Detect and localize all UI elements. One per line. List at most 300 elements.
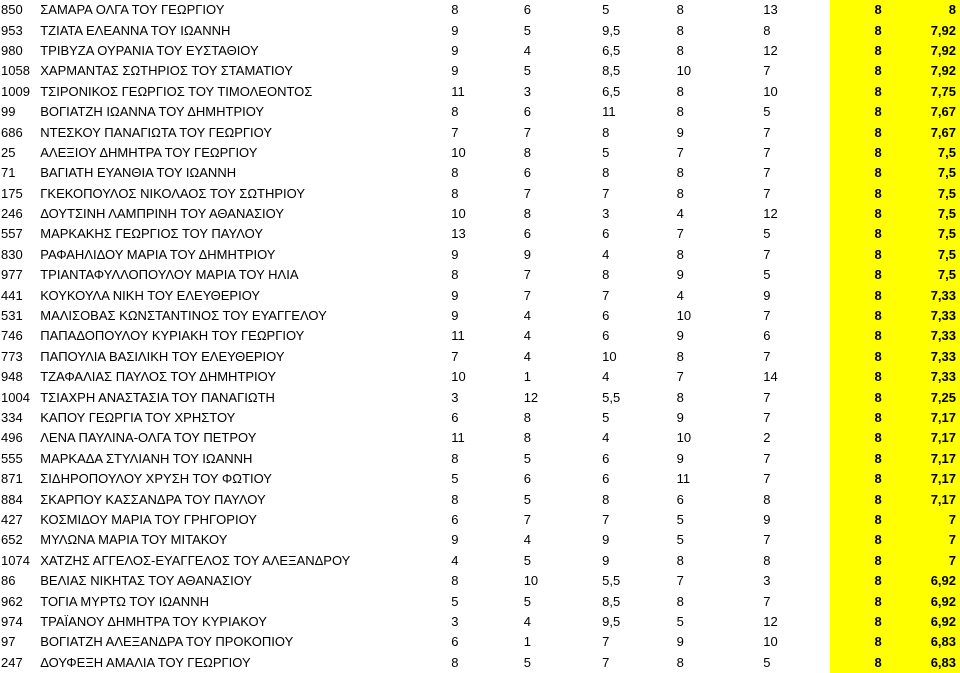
- score-1: 10: [451, 144, 466, 160]
- row-name: ΚΟΣΜΙΔΟΥ ΜΑΡΙΑ ΤΟΥ ΓΡΗΓΟΡΙΟΥ: [40, 511, 257, 527]
- score-final: 7,17: [892, 408, 960, 428]
- score-final: 7: [892, 530, 960, 550]
- row-id: 555: [1, 450, 23, 466]
- score-1: 5: [451, 471, 459, 487]
- score-fixed: 8: [830, 265, 892, 285]
- score-final: 7,17: [892, 428, 960, 448]
- row-name: ΠΑΠΟΥΛΙΑ ΒΑΣΙΛΙΚΗ ΤΟΥ ΕΛΕΥΘΕΡΙΟΥ: [40, 348, 285, 364]
- score-1: 8: [451, 450, 459, 466]
- score-1: 11: [451, 430, 465, 446]
- table-row: [0, 387, 960, 407]
- score-3: 6: [602, 226, 610, 242]
- row-id: 850: [1, 2, 23, 18]
- row-name: ΝΤΕΣΚΟΥ ΠΑΝΑΓΙΩΤΑ ΤΟΥ ΓΕΩΡΓΙΟΥ: [40, 124, 272, 140]
- score-final: 7,92: [892, 41, 960, 61]
- score-1: 9: [451, 532, 459, 548]
- score-fixed: 8: [830, 347, 892, 367]
- score-4: 6: [676, 491, 684, 507]
- score-3: 7: [602, 287, 610, 303]
- score-2: 5: [523, 552, 531, 568]
- score-2: 7: [523, 287, 531, 303]
- score-2: 4: [523, 308, 531, 324]
- row-id: 962: [1, 593, 23, 609]
- row-name: ΤΡΙΒΥΖΑ ΟΥΡΑΝΙΑ ΤΟΥ ΕΥΣΤΑΘΙΟΥ: [40, 42, 259, 58]
- table-row: [0, 632, 960, 652]
- score-final: 7,17: [892, 449, 960, 469]
- score-fixed: 8: [830, 245, 892, 265]
- score-4: 8: [676, 654, 684, 670]
- score-3: 9: [602, 552, 610, 568]
- table-row: [0, 326, 960, 346]
- score-5: 6: [763, 328, 771, 344]
- score-1: 3: [451, 613, 459, 629]
- score-2: 12: [523, 389, 539, 405]
- score-4: 5: [676, 511, 684, 527]
- score-5: 3: [763, 573, 771, 589]
- score-3: 3: [602, 206, 610, 222]
- score-fixed: 8: [830, 571, 892, 591]
- score-final: 7,17: [892, 469, 960, 489]
- score-3: 8: [602, 267, 610, 283]
- row-name: ΜΑΡΚΑΔΑ ΣΤΥΛΙΑΝΗ ΤΟΥ ΙΩΑΝΝΗ: [40, 450, 253, 466]
- score-2: 6: [523, 471, 531, 487]
- row-id: 980: [1, 42, 23, 58]
- score-3: 7: [602, 185, 610, 201]
- score-fixed: 8: [830, 367, 892, 387]
- score-4: 8: [676, 552, 684, 568]
- score-1: 7: [451, 124, 459, 140]
- row-name: ΤΟΓΙΑ ΜΥΡΤΩ ΤΟΥ ΙΩΑΝΝΗ: [40, 593, 209, 609]
- score-1: 3: [451, 389, 459, 405]
- score-final: 7,5: [892, 224, 960, 244]
- table-row: [0, 530, 960, 550]
- score-5: 8: [763, 22, 771, 38]
- score-2: 4: [523, 348, 531, 364]
- score-4: 11: [676, 471, 691, 487]
- score-2: 5: [523, 593, 531, 609]
- score-3: 7: [602, 511, 610, 527]
- table-row: [0, 122, 960, 142]
- score-3: 10: [602, 348, 617, 364]
- score-1: 13: [451, 226, 466, 242]
- score-1: 9: [451, 287, 459, 303]
- score-fixed: 8: [830, 41, 892, 61]
- table-row: [0, 428, 960, 448]
- score-5: 10: [763, 83, 778, 99]
- table-row: [0, 551, 960, 571]
- score-5: 8: [763, 552, 771, 568]
- score-final: 7: [892, 551, 960, 571]
- row-name: ΒΕΛΙΑΣ ΝΙΚΗΤΑΣ ΤΟΥ ΑΘΑΝΑΣΙΟΥ: [40, 573, 253, 589]
- score-final: 6,83: [892, 632, 960, 652]
- table-row: [0, 41, 960, 61]
- score-fixed: 8: [830, 591, 892, 611]
- score-1: 11: [451, 83, 465, 99]
- score-4: 8: [676, 104, 684, 120]
- row-id: 175: [1, 185, 23, 201]
- score-2: 1: [523, 634, 531, 650]
- score-3: 6: [602, 471, 610, 487]
- table-row: [0, 408, 960, 428]
- score-fixed: 8: [830, 224, 892, 244]
- score-5: 7: [763, 593, 771, 609]
- score-4: 10: [676, 430, 692, 446]
- score-1: 6: [451, 511, 459, 527]
- score-3: 7: [602, 654, 610, 670]
- row-id: 1009: [1, 83, 30, 99]
- score-3: 8: [602, 124, 610, 140]
- row-name: ΚΑΠΟΥ ΓΕΩΡΓΙΑ ΤΟΥ ΧΡΗΣΤΟΥ: [40, 410, 236, 425]
- score-4: 5: [676, 532, 684, 548]
- table-row: [0, 184, 960, 204]
- score-fixed: 8: [830, 387, 892, 407]
- row-name: ΒΑΓΙΑΤΗ ΕΥΑΝΘΙΑ ΤΟΥ ΙΩΑΝΝΗ: [40, 165, 237, 181]
- score-5: 5: [763, 267, 771, 283]
- row-name: ΔΟΥΦΕΞΗ ΑΜΑΛΙΑ ΤΟΥ ΓΕΩΡΓΙΟΥ: [40, 654, 251, 670]
- row-id: 686: [1, 124, 23, 140]
- score-final: 7,92: [892, 20, 960, 40]
- score-2: 6: [523, 104, 531, 120]
- score-final: 7,5: [892, 163, 960, 183]
- score-2: 5: [523, 63, 531, 79]
- score-5: 10: [763, 634, 778, 650]
- score-fixed: 8: [830, 306, 892, 326]
- score-final: 8: [892, 0, 960, 20]
- score-4: 9: [676, 450, 684, 466]
- score-3: 8: [602, 491, 610, 507]
- score-5: 7: [763, 348, 771, 364]
- score-2: 6: [523, 2, 531, 18]
- row-name: ΤΣΙΑΧΡΗ ΑΝΑΣΤΑΣΙΑ ΤΟΥ ΠΑΝΑΓΙΩΤΗ: [40, 389, 275, 405]
- table-row: [0, 102, 960, 122]
- score-final: 7,33: [892, 285, 960, 305]
- score-4: 5: [676, 613, 684, 629]
- score-2: 5: [523, 654, 531, 670]
- table-row: [0, 0, 960, 20]
- score-2: 5: [523, 22, 531, 38]
- score-4: 8: [676, 246, 684, 262]
- score-1: 9: [451, 42, 459, 58]
- score-5: 5: [763, 654, 771, 670]
- score-final: 7: [892, 510, 960, 530]
- row-id: 441: [1, 287, 23, 303]
- table-row: [0, 612, 960, 632]
- score-4: 7: [676, 226, 684, 242]
- row-id: 531: [1, 308, 23, 324]
- score-fixed: 8: [830, 20, 892, 40]
- score-4: 8: [676, 165, 684, 181]
- score-5: 7: [763, 165, 771, 181]
- score-4: 9: [676, 267, 684, 283]
- score-1: 9: [451, 246, 459, 262]
- score-1: 10: [451, 369, 466, 385]
- row-id: 247: [1, 654, 23, 670]
- score-3: 6: [602, 450, 610, 466]
- score-1: 8: [451, 2, 459, 18]
- table-row: [0, 204, 960, 224]
- score-fixed: 8: [830, 143, 892, 163]
- score-3: 5: [602, 2, 610, 18]
- row-id: 948: [1, 369, 23, 385]
- score-4: 7: [676, 369, 684, 385]
- score-3: 11: [602, 104, 616, 120]
- row-id: 773: [1, 348, 23, 364]
- score-1: 5: [451, 593, 459, 609]
- score-4: 4: [676, 206, 684, 222]
- score-3: 6,5: [602, 83, 621, 99]
- score-2: 6: [523, 165, 531, 181]
- row-name: ΣΑΜΑΡΑ ΟΛΓΑ ΤΟΥ ΓΕΩΡΓΙΟΥ: [40, 2, 225, 18]
- score-fixed: 8: [830, 122, 892, 142]
- score-fixed: 8: [830, 61, 892, 81]
- score-1: 10: [451, 206, 466, 222]
- score-4: 8: [676, 185, 684, 201]
- score-5: 12: [763, 613, 778, 629]
- row-id: 86: [1, 573, 16, 589]
- score-3: 8,5: [602, 63, 621, 79]
- table-row: [0, 571, 960, 591]
- score-final: 7,75: [892, 82, 960, 102]
- score-fixed: 8: [830, 163, 892, 183]
- score-fixed: 8: [830, 510, 892, 530]
- score-3: 8,5: [602, 593, 621, 609]
- row-name: ΤΖΙΑΤΑ ΕΛΕΑΝΝΑ ΤΟΥ ΙΩΑΝΝΗ: [40, 22, 231, 38]
- score-5: 9: [763, 287, 771, 303]
- row-id: 334: [1, 410, 23, 425]
- row-id: 427: [1, 511, 23, 527]
- score-2: 1: [523, 369, 531, 385]
- row-id: 871: [1, 471, 23, 487]
- score-final: 7,33: [892, 367, 960, 387]
- score-2: 8: [523, 430, 531, 446]
- score-4: 4: [676, 287, 684, 303]
- row-id: 246: [1, 206, 23, 222]
- score-5: 7: [763, 308, 771, 324]
- score-fixed: 8: [830, 0, 892, 20]
- score-final: 7,33: [892, 306, 960, 326]
- score-2: 8: [523, 144, 531, 160]
- score-1: 8: [451, 165, 459, 181]
- row-id: 953: [1, 22, 23, 38]
- row-id: 884: [1, 491, 23, 507]
- score-fixed: 8: [830, 469, 892, 489]
- row-id: 25: [1, 144, 16, 160]
- score-5: 7: [763, 410, 771, 425]
- row-name: ΒΟΓΙΑΤΖΗ ΑΛΕΞΑΝΔΡΑ ΤΟΥ ΠΡΟΚΟΠΙΟΥ: [40, 634, 294, 650]
- score-final: 7,17: [892, 489, 960, 509]
- row-name: ΜΥΛΩΝΑ ΜΑΡΙΑ ΤΟΥ ΜΙΤΑΚΟΥ: [40, 532, 228, 548]
- score-2: 4: [523, 328, 531, 344]
- table-row: [0, 285, 960, 305]
- score-2: 5: [523, 450, 531, 466]
- score-4: 7: [676, 144, 684, 160]
- score-5: 9: [763, 511, 771, 527]
- score-final: 7,5: [892, 204, 960, 224]
- score-3: 5,5: [602, 389, 621, 405]
- row-name: ΓΚΕΚΟΠΟΥΛΟΣ ΝΙΚΟΛΑΟΣ ΤΟΥ ΣΩΤΗΡΙΟΥ: [40, 185, 306, 201]
- table-row: [0, 489, 960, 509]
- score-5: 7: [763, 450, 771, 466]
- score-3: 9: [602, 532, 610, 548]
- row-name: ΤΡΙΑΝΤΑΦΥΛΛΟΠΟΥΛΟΥ ΜΑΡΙΑ ΤΟΥ ΗΛΙΑ: [40, 267, 299, 283]
- score-3: 4: [602, 246, 610, 262]
- score-1: 4: [451, 552, 459, 568]
- score-3: 4: [602, 369, 610, 385]
- score-3: 5,5: [602, 573, 621, 589]
- score-1: 7: [451, 348, 459, 364]
- row-name: ΤΖΑΦΑΛΙΑΣ ΠΑΥΛΟΣ ΤΟΥ ΔΗΜΗΤΡΙΟΥ: [40, 369, 277, 385]
- table-row: [0, 224, 960, 244]
- score-1: 8: [451, 104, 459, 120]
- score-1: 8: [451, 654, 459, 670]
- score-2: 5: [523, 491, 531, 507]
- score-5: 12: [763, 206, 778, 222]
- row-id: 652: [1, 532, 23, 548]
- score-fixed: 8: [830, 102, 892, 122]
- score-5: 12: [763, 42, 778, 58]
- row-name: ΒΟΓΙΑΤΖΗ ΙΩΑΝΝΑ ΤΟΥ ΔΗΜΗΤΡΙΟΥ: [40, 104, 265, 120]
- row-name: ΜΑΛΙΣΟΒΑΣ ΚΩΝΣΤΑΝΤΙΝΟΣ ΤΟΥ ΕΥΑΓΓΕΛΟΥ: [40, 308, 327, 324]
- score-4: 7: [676, 573, 684, 589]
- score-2: 4: [523, 613, 531, 629]
- row-name: ΠΑΠΑΔΟΠΟΥΛΟΥ ΚΥΡΙΑΚΗ ΤΟΥ ΓΕΩΡΓΙΟΥ: [40, 328, 305, 344]
- table-row: [0, 265, 960, 285]
- score-5: 14: [763, 369, 778, 385]
- score-fixed: 8: [830, 428, 892, 448]
- score-1: 6: [451, 634, 459, 650]
- score-fixed: 8: [830, 326, 892, 346]
- score-fixed: 8: [830, 489, 892, 509]
- score-1: 8: [451, 573, 459, 589]
- score-2: 7: [523, 267, 531, 283]
- table-row: [0, 245, 960, 265]
- score-3: 7: [602, 634, 610, 650]
- score-5: 7: [763, 185, 771, 201]
- score-final: 7,33: [892, 347, 960, 367]
- score-fixed: 8: [830, 285, 892, 305]
- table-row: [0, 591, 960, 611]
- score-1: 8: [451, 267, 459, 283]
- score-2: 4: [523, 532, 531, 548]
- score-2: 7: [523, 511, 531, 527]
- table-row: [0, 163, 960, 183]
- score-3: 9,5: [602, 613, 621, 629]
- row-name: ΜΑΡΚΑΚΗΣ ΓΕΩΡΓΙΟΣ ΤΟΥ ΠΑΥΛΟΥ: [40, 226, 263, 242]
- table-row: [0, 653, 960, 673]
- row-name: ΤΣΙΡΟΝΙΚΟΣ ΓΕΩΡΓΙΟΣ ΤΟΥ ΤΙΜΟΛΕΟΝΤΟΣ: [40, 83, 313, 99]
- row-id: 746: [1, 328, 23, 344]
- score-fixed: 8: [830, 632, 892, 652]
- score-3: 5: [602, 410, 610, 425]
- score-2: 10: [523, 573, 539, 589]
- score-fixed: 8: [830, 530, 892, 550]
- score-1: 9: [451, 308, 459, 324]
- row-name: ΡΑΦΑΗΛΙΔΟΥ ΜΑΡΙΑ ΤΟΥ ΔΗΜΗΤΡΙΟΥ: [40, 246, 276, 262]
- score-final: 7,5: [892, 245, 960, 265]
- score-final: 6,92: [892, 591, 960, 611]
- row-name: ΑΛΕΞΙΟΥ ΔΗΜΗΤΡΑ ΤΟΥ ΓΕΩΡΓΙΟΥ: [40, 144, 258, 160]
- score-3: 8: [602, 165, 610, 181]
- score-fixed: 8: [830, 82, 892, 102]
- score-5: 5: [763, 104, 771, 120]
- score-final: 7,67: [892, 102, 960, 122]
- score-5: 7: [763, 389, 771, 405]
- score-fixed: 8: [830, 449, 892, 469]
- score-5: 2: [763, 430, 771, 446]
- score-final: 7,5: [892, 143, 960, 163]
- score-5: 5: [763, 226, 771, 242]
- row-id: 1058: [1, 63, 30, 79]
- score-5: 7: [763, 63, 771, 79]
- table-row: [0, 367, 960, 387]
- score-5: 7: [763, 124, 771, 140]
- score-5: 8: [763, 491, 771, 507]
- score-4: 9: [676, 124, 684, 140]
- score-final: 7,92: [892, 61, 960, 81]
- score-3: 9,5: [602, 22, 621, 38]
- score-final: 6,83: [892, 653, 960, 673]
- table-row: [0, 347, 960, 367]
- score-1: 6: [451, 410, 459, 425]
- row-id: 496: [1, 430, 23, 446]
- row-id: 97: [1, 634, 16, 650]
- score-final: 7,67: [892, 122, 960, 142]
- row-id: 1074: [1, 552, 30, 568]
- score-final: 7,33: [892, 326, 960, 346]
- score-2: 8: [523, 410, 531, 425]
- table-row: [0, 469, 960, 489]
- score-final: 7,5: [892, 184, 960, 204]
- score-4: 8: [676, 593, 684, 609]
- score-5: 7: [763, 144, 771, 160]
- score-5: 7: [763, 246, 771, 262]
- score-4: 9: [676, 328, 684, 344]
- score-1: 11: [451, 328, 465, 344]
- score-fixed: 8: [830, 204, 892, 224]
- score-2: 4: [523, 42, 531, 58]
- score-5: 7: [763, 471, 771, 487]
- row-id: 977: [1, 267, 23, 283]
- score-4: 8: [676, 22, 684, 38]
- score-4: 8: [676, 348, 684, 364]
- score-4: 8: [676, 389, 684, 405]
- score-final: 6,92: [892, 612, 960, 632]
- score-1: 9: [451, 22, 459, 38]
- score-2: 7: [523, 185, 531, 201]
- score-fixed: 8: [830, 408, 892, 428]
- score-3: 6,5: [602, 42, 621, 58]
- row-id: 71: [1, 165, 16, 181]
- row-name: ΚΟΥΚΟΥΛΑ ΝΙΚΗ ΤΟΥ ΕΛΕΥΘΕΡΙΟΥ: [40, 287, 261, 303]
- table-row: [0, 20, 960, 40]
- score-2: 8: [523, 206, 531, 222]
- score-fixed: 8: [830, 184, 892, 204]
- score-4: 10: [676, 63, 692, 79]
- row-id: 557: [1, 226, 23, 242]
- row-name: ΣΙΔΗΡΟΠΟΥΛΟΥ ΧΡΥΣΗ ΤΟΥ ΦΩΤΙΟΥ: [40, 471, 272, 487]
- score-final: 7,25: [892, 387, 960, 407]
- score-4: 10: [676, 308, 692, 324]
- score-fixed: 8: [830, 612, 892, 632]
- score-4: 8: [676, 42, 684, 58]
- score-1: 9: [451, 63, 459, 79]
- row-id: 99: [1, 104, 16, 120]
- row-name: ΤΡΑΪΑΝΟΥ ΔΗΜΗΤΡΑ ΤΟΥ ΚΥΡΙΑΚΟΥ: [40, 613, 267, 629]
- score-3: 6: [602, 308, 610, 324]
- score-5: 7: [763, 532, 771, 548]
- table-row: [0, 143, 960, 163]
- score-4: 9: [676, 634, 684, 650]
